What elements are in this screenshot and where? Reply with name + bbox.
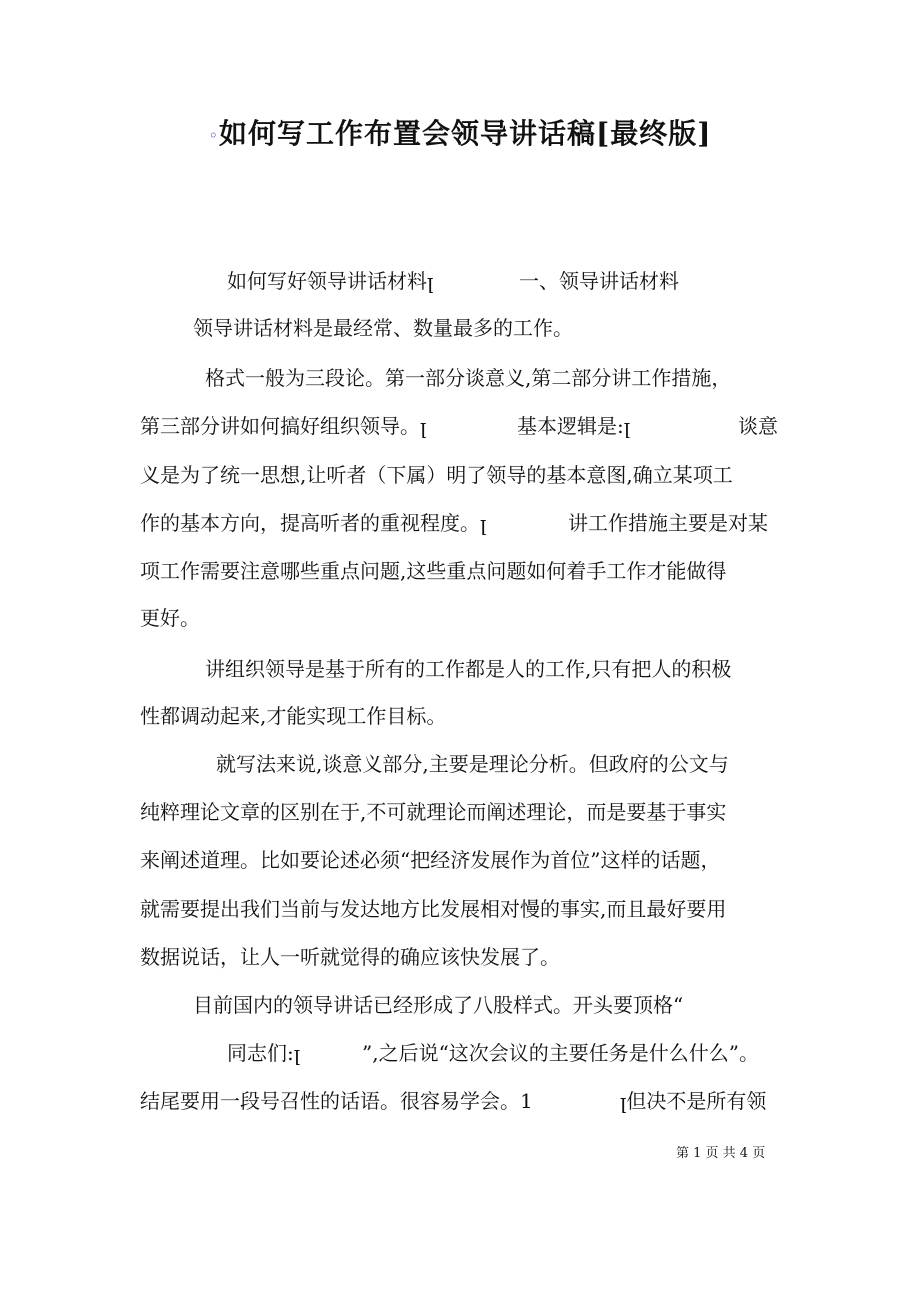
- line-fragment: 就需要提出我们当前与发达地方比发展相对慢的事实,而且最好要用: [140, 897, 727, 921]
- line-fragment: 目前国内的领导讲话已经形成了八股样式。开头要顶格“: [193, 993, 684, 1017]
- text-line: [0, 796, 920, 828]
- line-fragment: 结尾要用一段号召性的话语。很容易学会。1: [140, 1089, 533, 1113]
- line-fragment: 如何写好领导讲话材料ꞁ: [227, 269, 434, 293]
- text-line: [0, 1037, 920, 1069]
- page-footer: 第 1 页 共 4 页: [676, 1146, 766, 1161]
- line-fragment: 同志们:ꞁ: [227, 1041, 301, 1065]
- line-fragment: 谈意: [738, 414, 778, 438]
- text-line: [0, 1085, 920, 1117]
- text-line: [0, 265, 920, 297]
- text-line: [0, 459, 920, 491]
- document-title: [0, 112, 920, 152]
- text-line: [0, 410, 920, 442]
- text-line: [0, 941, 920, 973]
- line-fragment: 义是为了统一思想,让听者（下属）明了领导的基本意图,确立某项工: [140, 463, 733, 487]
- line-fragment: 基本逻辑是:ꞁ: [517, 414, 631, 438]
- line-fragment: 更好。: [140, 606, 200, 630]
- text-line: [0, 748, 920, 780]
- text-line: [0, 653, 920, 685]
- line-fragment: 第三部分讲如何搞好组织领导。ꞁ: [140, 414, 427, 438]
- document-title-text: 如何写工作布置会领导讲话稿[最终版]: [218, 117, 712, 150]
- text-line: [0, 893, 920, 925]
- line-fragment: 纯粹理论文章的区别在于,不可就理论而阐述理论，而是要基于事实: [140, 800, 727, 824]
- text-line: [0, 844, 920, 876]
- line-fragment: 一、领导讲话材料: [519, 269, 679, 293]
- line-fragment: 讲组织领导是基于所有的工作都是人的工作,只有把人的积极: [205, 657, 732, 681]
- line-fragment: 讲工作措施主要是对某: [568, 511, 768, 535]
- text-line: [0, 507, 920, 539]
- bullet-mark-icon: ◦: [208, 126, 219, 145]
- text-line: [0, 555, 920, 587]
- line-fragment: ꞁ但决不是所有领: [620, 1089, 767, 1113]
- line-fragment: 项工作需要注意哪些重点问题,这些重点问题如何着手工作才能做得: [140, 559, 727, 583]
- text-line: [0, 989, 920, 1021]
- line-fragment: 领导讲话材料是最经常、数量最多的工作。: [193, 316, 573, 340]
- text-line: [0, 700, 920, 732]
- text-line: [0, 362, 920, 394]
- line-fragment: 来阐述道理。比如要论述必须“把经济发展作为首位”这样的话题，: [140, 848, 721, 872]
- line-fragment: 数据说话，让人一听就觉得的确应该快发展了。: [140, 945, 560, 969]
- line-fragment: 作的基本方向，提高听者的重视程度。ꞁ: [140, 511, 487, 535]
- line-fragment: 性都调动起来,才能实现工作目标。: [140, 704, 447, 728]
- line-fragment: 就写法来说,谈意义部分,主要是理论分析。但政府的公文与: [216, 752, 729, 776]
- text-line: [0, 602, 920, 634]
- line-fragment: 格式一般为三段论。第一部分谈意义,第二部分讲工作措施，: [205, 366, 732, 390]
- line-fragment: ”,之后说“这次会议的主要任务是什么什么”。: [362, 1041, 760, 1065]
- text-line: [0, 312, 920, 344]
